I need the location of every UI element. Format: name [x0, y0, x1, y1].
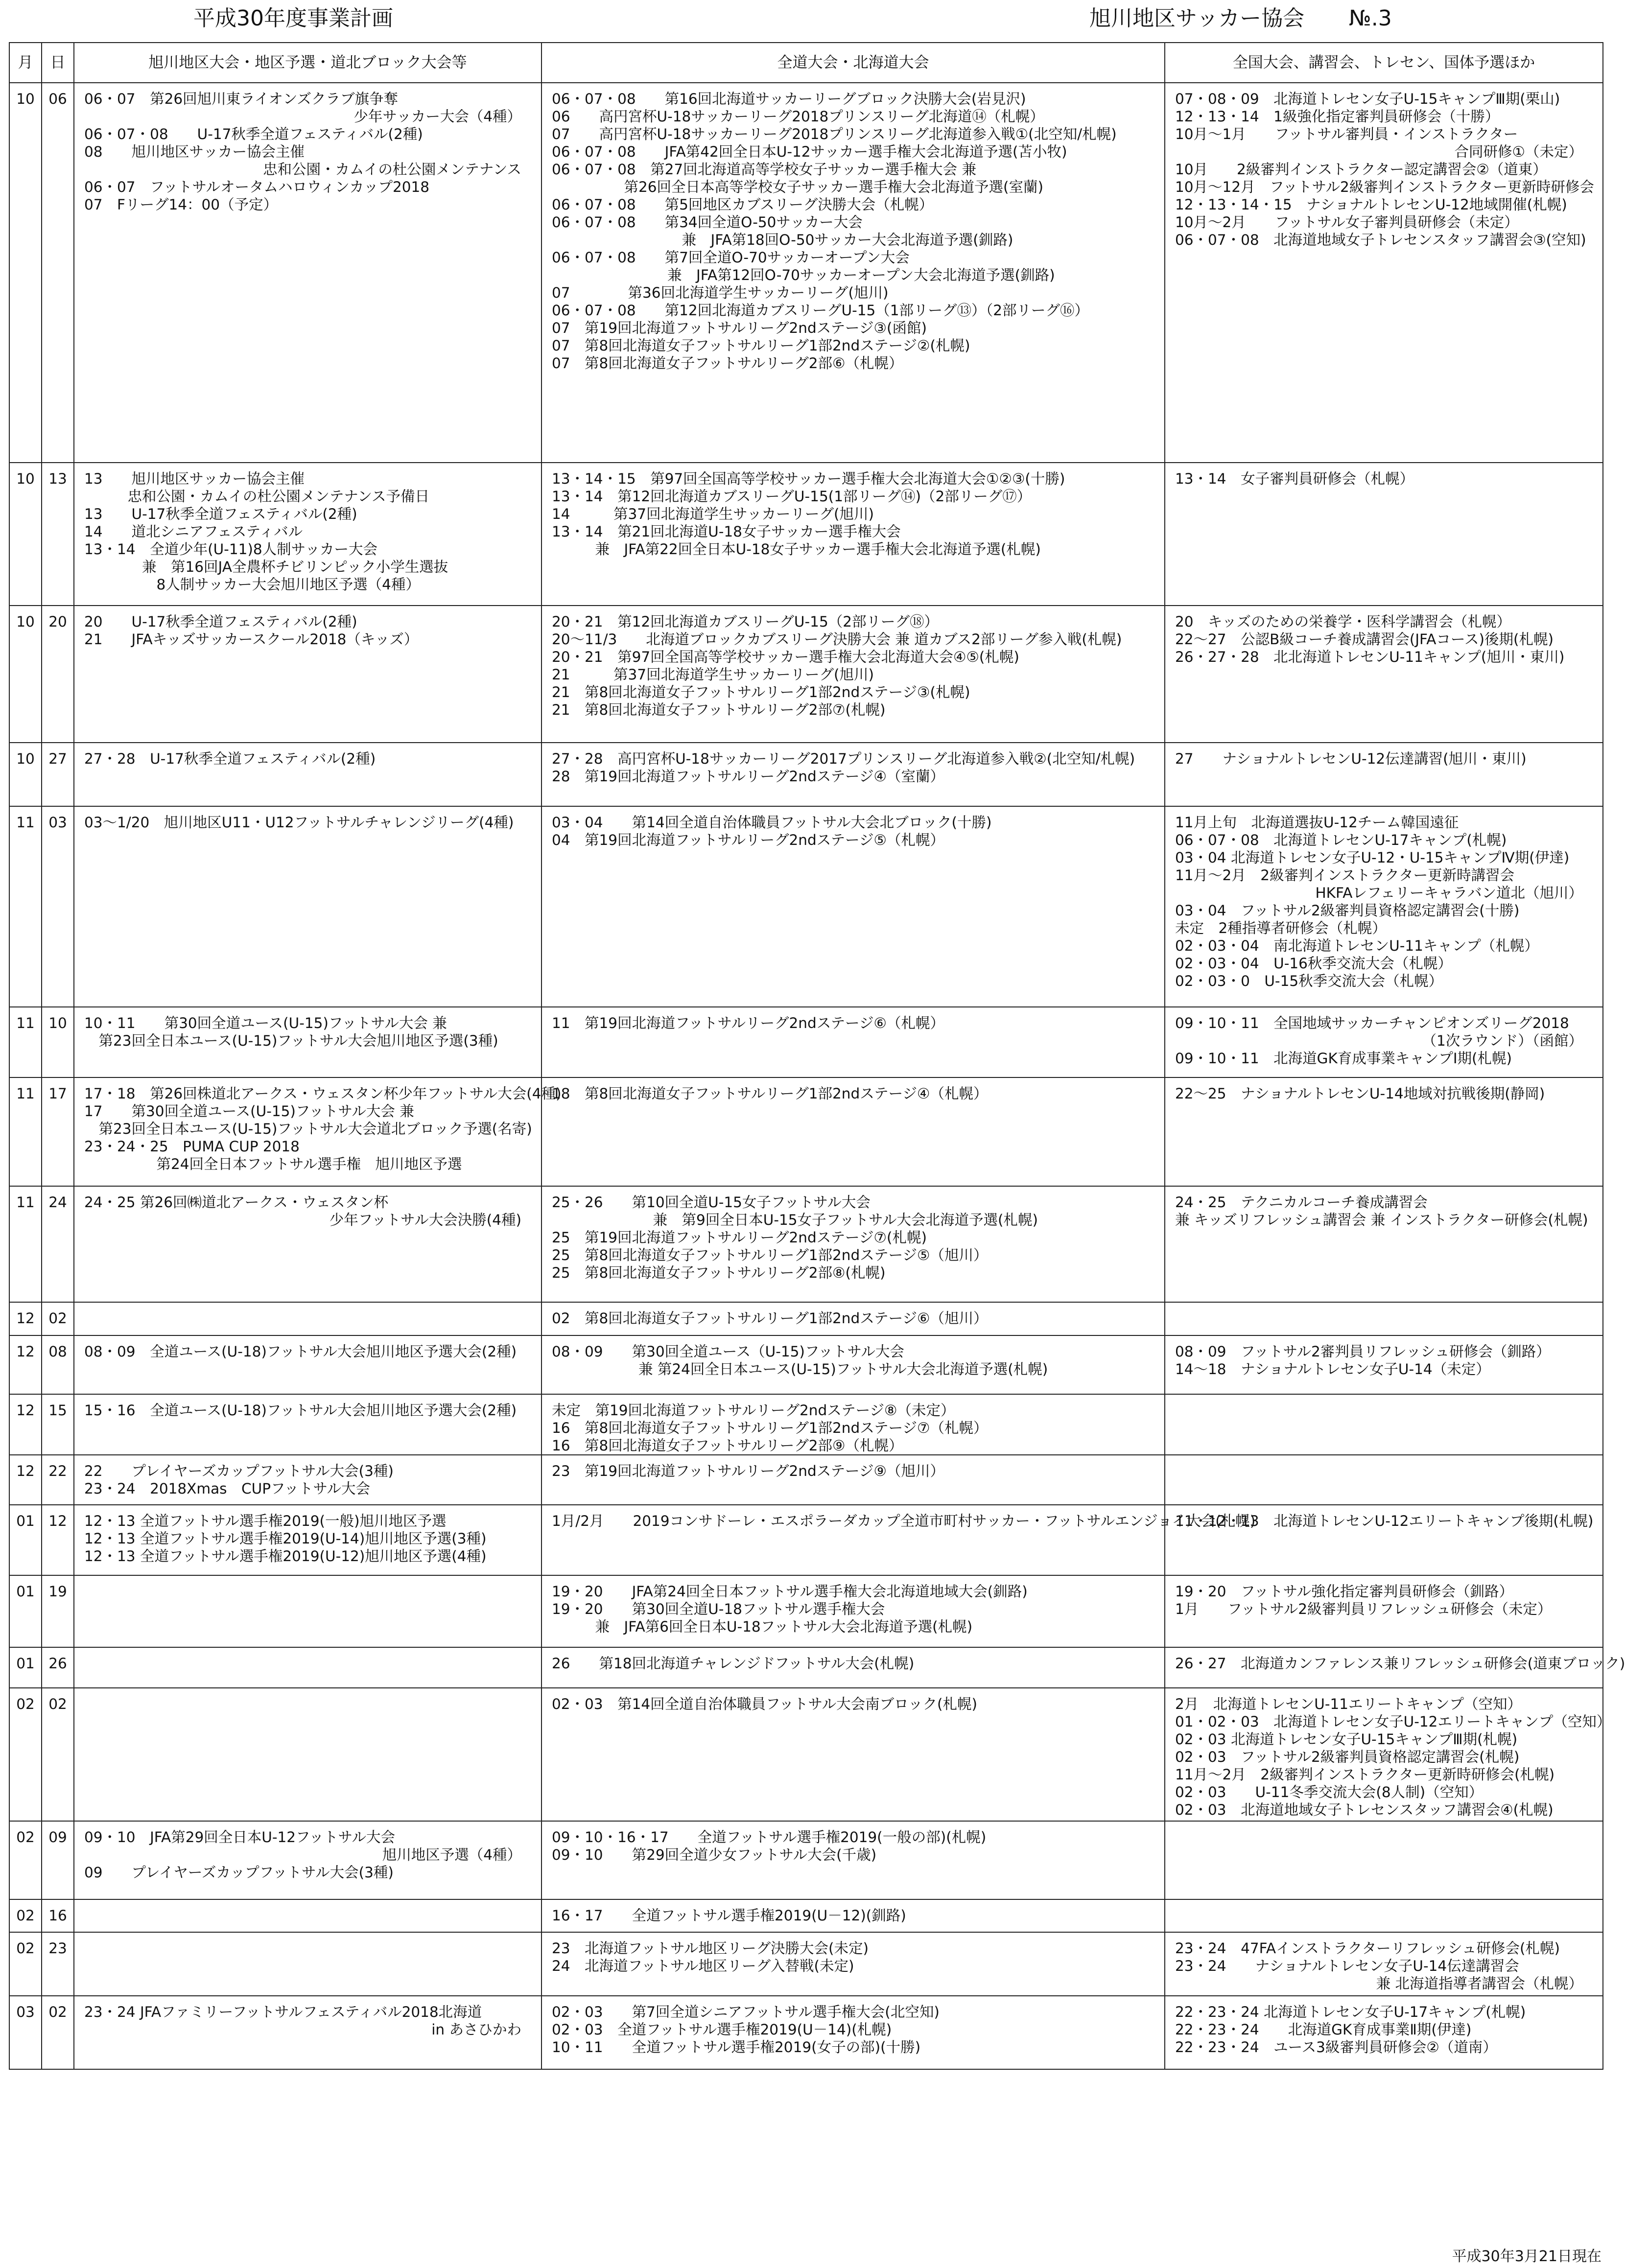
event-line: 19・20 JFA第24回全日本フットサル選手権大会北海道地域大会(釧路): [552, 1583, 1028, 1600]
event-line: 06 高円宮杯U-18サッカーリーグ2018プリンスリーグ北海道⑭（札幌）: [552, 108, 1044, 125]
event-line: 06・07・08 第7回全道O-70サッカーオープン大会: [552, 249, 910, 266]
event-line: 06・07・08 第12回北海道カブスリーグU-15（1部リーグ⑬）（2部リーグ⑯）: [552, 302, 1089, 319]
event-line: 22・23・24 北海道GK育成事業Ⅱ期(伊達): [1175, 2021, 1472, 2038]
event-line: 26・27・28 北北海道トレセンU-11キャンプ(旭川・東川): [1175, 649, 1565, 665]
hokkaido-events-cell: [542, 806, 1165, 1007]
event-line: 03・04 北海道トレセン女子U-12・U-15キャンプⅣ期(伊達): [1175, 849, 1570, 866]
day-cell: 17: [42, 1077, 74, 1186]
event-line: 07・08・09 北海道トレセン女子U-15キャンプⅢ期(栗山): [1175, 91, 1560, 107]
event-line: 22～27 公認B級コーチ養成講習会(JFAコース)後期(札幌): [1175, 631, 1554, 648]
month-cell: 11: [9, 1186, 42, 1302]
national-events-cell: [1165, 1996, 1603, 2069]
local-events-cell: [74, 1688, 542, 1821]
event-line: 11・12・13 北海道トレセンU-12エリートキャンプ後期(札幌): [1175, 1513, 1594, 1529]
month-cell: 02: [9, 1821, 42, 1899]
day-cell: 13: [42, 463, 74, 606]
day-cell: 03: [42, 806, 74, 1007]
month-cell: 11: [9, 1007, 42, 1077]
event-line: 10・11 第30回全道ユース(U-15)フットサル大会 兼: [84, 1015, 447, 1031]
event-line: 07 第8回北海道女子フットサルリーグ1部2ndステージ②(札幌): [552, 337, 970, 354]
day-cell: 24: [42, 1186, 74, 1302]
national-events-cell: [1165, 1932, 1603, 1996]
event-line: 21 JFAキッズサッカースクール2018（キッズ）: [84, 631, 419, 648]
event-line: 26 第18回北海道チャレンジドフットサル大会(札幌): [552, 1655, 915, 1672]
month-cell: 12: [9, 1455, 42, 1505]
hokkaido-events-cell: [542, 1688, 1165, 1821]
national-events-cell: [1165, 1455, 1603, 1505]
local-events-cell: [74, 1647, 542, 1688]
month-cell: 11: [9, 806, 42, 1007]
hokkaido-events-cell: [542, 463, 1165, 606]
table-row: [9, 806, 1603, 1007]
event-line: 少年サッカー大会（4種）: [353, 108, 521, 125]
national-events-cell: [1165, 83, 1603, 463]
event-line: 02・03・0 U-15秋季交流大会（札幌）: [1175, 973, 1443, 989]
hokkaido-events-cell: [542, 1077, 1165, 1186]
event-line: 13・14 全道少年(U-11)8人制サッカー大会: [84, 541, 378, 558]
event-line: 16 第8回北海道女子フットサルリーグ2部⑨（札幌）: [552, 1437, 903, 1454]
event-line: 22～25 ナショナルトレセンU-14地域対抗戦後期(静岡): [1175, 1085, 1545, 1102]
local-events-cell: [74, 1821, 542, 1899]
header-local-events: 旭川地区大会・地区予選・道北ブロック大会等: [74, 43, 542, 83]
event-line: 07 第19回北海道フットサルリーグ2ndステージ③(函館): [552, 320, 927, 336]
table-row: [9, 606, 1603, 743]
table-row: [9, 463, 1603, 606]
event-line: 兼 第9回全日本U-15女子フットサル大会北海道予選(札幌): [552, 1212, 1038, 1228]
day-cell: 23: [42, 1932, 74, 1996]
day-cell: 27: [42, 743, 74, 806]
month-cell: 12: [9, 1394, 42, 1455]
national-events-cell: [1165, 1394, 1603, 1455]
day-cell: 22: [42, 1455, 74, 1505]
event-line: 02・03 U-11冬季交流大会(8人制)（空知）: [1175, 1784, 1484, 1800]
day-cell: 20: [42, 606, 74, 743]
local-events-cell: [74, 1335, 542, 1394]
event-line: 13・14・15 第97回全国高等学校サッカー選手権大会北海道大会①②③(十勝): [552, 470, 1065, 487]
event-line: 兼 JFA第22回全日本U-18女子サッカー選手権大会北海道予選(札幌): [552, 541, 1041, 558]
national-events-cell: [1165, 806, 1603, 1007]
event-line: 25 第8回北海道女子フットサルリーグ2部⑧(札幌): [552, 1264, 886, 1281]
event-line: 13 旭川地区サッカー協会主催: [84, 470, 305, 487]
event-line: 8人制サッカー大会旭川地区予選（4種）: [84, 576, 420, 593]
local-events-cell: [74, 743, 542, 806]
hokkaido-events-cell: [542, 1186, 1165, 1302]
event-line: 02・03 第14回全道自治体職員フットサル大会南ブロック(札幌): [552, 1696, 978, 1712]
local-events-cell: [74, 1302, 542, 1335]
event-line: 19・20 第30回全道U-18フットサル選手権大会: [552, 1601, 885, 1617]
event-line: 27 ナショナルトレセンU-12伝達講習(旭川・東川): [1175, 750, 1527, 767]
local-events-cell: [74, 1186, 542, 1302]
event-line: 08・09 フットサル2審判員リフレッシュ研修会（釧路）: [1175, 1343, 1551, 1360]
event-line: 08・09 全道ユース(U-18)フットサル大会旭川地区予選大会(2種): [84, 1343, 517, 1360]
event-line: 03～1/20 旭川地区U11・U12フットサルチャレンジリーグ(4種): [84, 814, 514, 831]
national-events-cell: [1165, 1077, 1603, 1186]
hokkaido-events-cell: [542, 1821, 1165, 1899]
event-line: 09 プレイヤーズカップフットサル大会(3種): [84, 1864, 394, 1881]
page-number: №.3: [1349, 6, 1392, 31]
table-header-row: [9, 43, 1603, 83]
event-line: 10月～12月 フットサル2級審判インストラクター更新時研修会: [1175, 179, 1594, 195]
hokkaido-events-cell: [542, 1335, 1165, 1394]
local-events-cell: [74, 83, 542, 463]
event-line: 12・13・14 1級強化指定審判員研修会（十勝）: [1175, 108, 1500, 125]
event-line: 14 第37回北海道学生サッカーリーグ(旭川): [552, 506, 874, 522]
month-cell: 01: [9, 1505, 42, 1575]
event-line: 20～11/3 北海道ブロックカブスリーグ決勝大会 兼 道カブス2部リーグ参入戦(札幌): [552, 631, 1122, 648]
event-line: 13・14 第21回北海道U-18女子サッカー選手権大会: [552, 523, 901, 540]
event-line: 第24回全日本フットサル選手権 旭川地区予選: [84, 1156, 462, 1172]
event-line: 14 道北シニアフェスティバル: [84, 523, 303, 540]
table-row: [9, 1455, 1603, 1505]
table-row: [9, 1186, 1603, 1302]
event-line: 23・24 ナショナルトレセン女子U-14伝達講習会: [1175, 1958, 1519, 1974]
table-row: [9, 1505, 1603, 1575]
event-line: 07 高円宮杯U-18サッカーリーグ2018プリンスリーグ北海道参入戦①(北空知/札幌): [552, 126, 1117, 142]
event-line: 兼 JFA第18回O-50サッカー大会北海道予選(釧路): [552, 232, 1013, 248]
event-line: 20 U-17秋季全道フェスティバル(2種): [84, 613, 357, 630]
event-line: 07 Fリーグ14：00（予定）: [84, 196, 278, 213]
hokkaido-events-cell: [542, 1932, 1165, 1996]
event-line: 10月 2級審判インストラクター認定講習会②（道東）: [1175, 161, 1547, 178]
month-cell: 01: [9, 1575, 42, 1647]
day-cell: 02: [42, 1996, 74, 2069]
event-line: 06・07・08 U-17秋季全道フェスティバル(2種): [84, 126, 423, 142]
month-cell: 10: [9, 743, 42, 806]
day-cell: 15: [42, 1394, 74, 1455]
event-line: 27・28 U-17秋季全道フェスティバル(2種): [84, 750, 376, 767]
national-events-cell: [1165, 1688, 1611, 1821]
table-row: [9, 1899, 1603, 1932]
event-line: 25・26 第10回全道U-15女子フットサル大会: [552, 1194, 871, 1211]
month-cell: 02: [9, 1688, 42, 1821]
event-line: in あさひかわ: [431, 2021, 521, 2038]
event-line: 兼 第16回JA全農杯チビリンピック小学生選抜: [84, 559, 448, 575]
event-line: 21 第8回北海道女子フットサルリーグ2部⑦(札幌): [552, 701, 886, 718]
event-line: 2月 北海道トレセンU-11エリートキャンプ（空知）: [1175, 1696, 1522, 1712]
event-line: 28 第19回北海道フットサルリーグ2ndステージ④（室蘭）: [552, 768, 944, 785]
event-line: 04 第19回北海道フットサルリーグ2ndステージ⑤（札幌）: [552, 832, 944, 848]
event-line: 21 第37回北海道学生サッカーリーグ(旭川): [552, 666, 874, 683]
local-events-cell: [74, 1932, 542, 1996]
event-line: 兼 第24回全日本ユース(U-15)フットサル大会北海道予選(札幌): [552, 1361, 1048, 1378]
event-line: 02 第8回北海道女子フットサルリーグ1部2ndステージ⑥（旭川）: [552, 1310, 988, 1327]
event-line: 03・04 第14回全道自治体職員フットサル大会北ブロック(十勝): [552, 814, 992, 831]
hokkaido-events-cell: [542, 1899, 1165, 1932]
event-line: 18 第8回北海道女子フットサルリーグ1部2ndステージ④（札幌）: [552, 1085, 988, 1102]
event-line: 27・28 高円宮杯U-18サッカーリーグ2017プリンスリーグ北海道参入戦②(北空知/札幌): [552, 750, 1135, 767]
event-line: 25 第19回北海道フットサルリーグ2ndステージ⑦(札幌): [552, 1229, 927, 1246]
national-events-cell: [1165, 1007, 1603, 1077]
event-line: 13・14 女子審判員研修会（札幌）: [1175, 470, 1414, 487]
header-hokkaido-events: 全道大会・北海道大会: [542, 43, 1165, 83]
day-cell: 06: [42, 83, 74, 463]
event-line: 23・24 2018Xmas CUPフットサル大会: [84, 1480, 370, 1497]
event-line: 22・23・24 北海道トレセン女子U-17キャンプ(札幌): [1175, 2004, 1526, 2020]
event-line: 06・07・08 JFA第42回全日本U-12サッカー選手権大会北海道予選(苫小牧): [552, 143, 1067, 160]
table-row: [9, 1575, 1603, 1647]
event-line: 15・16 全道ユース(U-18)フットサル大会旭川地区予選大会(2種): [84, 1402, 517, 1419]
local-events-cell: [74, 1996, 542, 2069]
month-cell: 10: [9, 463, 42, 606]
hokkaido-events-cell: [542, 1007, 1165, 1077]
event-line: 11月～2月 2級審判インストラクター更新時研修会(札幌): [1175, 1766, 1555, 1783]
event-line: 13 U-17秋季全道フェスティバル(2種): [84, 506, 357, 522]
as-of-date: 平成30年3月21日現在: [1452, 2248, 1601, 2265]
event-line: 06・07 第26回旭川東ライオンズクラブ旗争奪: [84, 91, 398, 107]
event-line: 第23回全日本ユース(U-15)フットサル大会旭川地区予選(3種): [84, 1032, 498, 1049]
event-line: 06・07・08 第34回全道O-50サッカー大会: [552, 214, 863, 231]
event-line: 24・25 テクニカルコーチ養成講習会: [1175, 1194, 1428, 1211]
event-line: 16・17 全道フットサル選手権2019(U－12)(釧路): [552, 1907, 906, 1924]
event-line: 23・24 JFAファミリーフットサルフェスティバル2018北海道: [84, 2004, 482, 2020]
event-line: 13・14 第12回北海道カブスリーグU-15(1部リーグ⑭)（2部リーグ⑰）: [552, 488, 1032, 505]
event-line: 17 第30回全道ユース(U-15)フットサル大会 兼: [84, 1103, 414, 1120]
schedule-table: [9, 42, 1625, 2070]
table-row: [9, 1077, 1603, 1186]
day-cell: 16: [42, 1899, 74, 1932]
event-line: 14～18 ナショナルトレセン女子U-14（未定）: [1175, 1361, 1490, 1378]
table-row: [9, 1932, 1603, 1996]
table-row: [9, 1821, 1603, 1899]
hokkaido-events-cell: [542, 1455, 1165, 1505]
event-line: 少年フットサル大会決勝(4種): [329, 1212, 521, 1228]
event-line: 16 第8回北海道女子フットサルリーグ1部2ndステージ⑦（札幌）: [552, 1420, 988, 1436]
table-row: [9, 1688, 1603, 1821]
table-row: [9, 1394, 1603, 1455]
event-line: 06・07・08 第16回北海道サッカーリーグブロック決勝大会(岩見沢): [552, 91, 1026, 107]
day-cell: 09: [42, 1821, 74, 1899]
event-line: 未定 2種指導者研修会（札幌）: [1175, 920, 1387, 936]
event-line: 08 旭川地区サッカー協会主催: [84, 143, 305, 160]
event-line: 20 キッズのための栄養学・医科学講習会（札幌）: [1175, 613, 1511, 630]
event-line: 11月～2月 2級審判インストラクター更新時講習会: [1175, 867, 1515, 884]
day-cell: 19: [42, 1575, 74, 1647]
event-line: 09・10 JFA第29回全日本U-12フットサル大会: [84, 1829, 395, 1846]
event-line: 1月 フットサル2級審判員リフレッシュ研修会（未定）: [1175, 1601, 1552, 1617]
national-events-cell: [1165, 1821, 1603, 1899]
national-events-cell: [1165, 1647, 1625, 1688]
event-line: 02・03 フットサル2級審判員資格認定講習会(札幌): [1175, 1749, 1520, 1765]
event-line: 23・24 47FAインストラクターリフレッシュ研修会(札幌): [1175, 1940, 1560, 1957]
month-cell: 10: [9, 83, 42, 463]
event-line: 20・21 第12回北海道カブスリーグU-15（2部リーグ⑱）: [552, 613, 939, 630]
event-line: 06・07・08 北海道トレセンU-17キャンプ(札幌): [1175, 832, 1507, 848]
month-cell: 12: [9, 1335, 42, 1394]
local-events-cell: [74, 806, 542, 1007]
event-line: 忠和公園・カムイの杜公園メンテナンス予備日: [84, 488, 430, 505]
event-line: 未定 第19回北海道フットサルリーグ2ndステージ⑧（未定）: [552, 1402, 955, 1419]
national-events-cell: [1165, 1335, 1603, 1394]
table-row: [9, 1335, 1603, 1394]
event-line: 22 プレイヤーズカップフットサル大会(3種): [84, 1463, 394, 1479]
event-line: 17・18 第26回株道北アークス・ウェスタン杯少年フットサル大会(4種): [84, 1085, 562, 1102]
local-events-cell: [74, 606, 542, 743]
event-line: （1次ラウンド）（函館）: [1422, 1032, 1583, 1049]
national-events-cell: [1165, 463, 1603, 606]
month-cell: 01: [9, 1647, 42, 1688]
local-events-cell: [74, 1455, 542, 1505]
event-line: 24 北海道フットサル地区リーグ入替戦(未定): [552, 1958, 854, 1974]
local-events-cell: [74, 1505, 542, 1575]
month-cell: 02: [9, 1932, 42, 1996]
header-month: 月: [9, 43, 42, 83]
local-events-cell: [74, 1077, 562, 1186]
event-line: 第26回全日本高等学校女子サッカー選手権大会北海道予選(室蘭): [552, 179, 1043, 195]
event-line: 02・03・04 南北海道トレセンU-11キャンプ（札幌）: [1175, 937, 1539, 954]
hokkaido-events-cell: [542, 83, 1165, 463]
event-line: 01・02・03 北海道トレセン女子U-12エリートキャンプ（空知）: [1175, 1713, 1611, 1730]
event-line: 12・13 全道フットサル選手権2019(U-12)旭川地区予選(4種): [84, 1548, 487, 1565]
event-line: 06・07・08 北海道地域女子トレセンスタッフ講習会③(空知): [1175, 232, 1586, 248]
event-line: 21 第8回北海道女子フットサルリーグ1部2ndステージ③(札幌): [552, 684, 970, 701]
table-row: [9, 1007, 1603, 1077]
table-row: [9, 1302, 1603, 1335]
hokkaido-events-cell: [542, 1505, 1256, 1575]
month-cell: 10: [9, 606, 42, 743]
event-line: 07 第8回北海道女子フットサルリーグ2部⑥（札幌）: [552, 355, 903, 372]
event-line: 02・03 北海道トレセン女子U-15キャンプⅢ期(札幌): [1175, 1731, 1518, 1748]
event-line: 19・20 フットサル強化指定審判員研修会（釧路）: [1175, 1583, 1514, 1600]
organization-name: 旭川地区サッカー協会: [1089, 6, 1305, 31]
local-events-cell: [74, 1575, 542, 1647]
event-line: 06・07・08 第27回北海道高等学校女子サッカー選手権大会 兼: [552, 161, 976, 178]
event-line: 20・21 第97回全国高等学校サッカー選手権大会北海道大会④⑤(札幌): [552, 649, 1019, 665]
event-line: 25 第8回北海道女子フットサルリーグ1部2ndステージ⑤（旭川）: [552, 1247, 988, 1263]
event-line: 23・24・25 PUMA CUP 2018: [84, 1138, 300, 1155]
month-cell: 11: [9, 1077, 42, 1186]
national-events-cell: [1165, 1186, 1603, 1302]
local-events-cell: [74, 1899, 542, 1932]
month-cell: 02: [9, 1899, 42, 1932]
local-events-cell: [74, 463, 542, 606]
local-events-cell: [74, 1394, 542, 1455]
hokkaido-events-cell: [542, 606, 1165, 743]
day-cell: 02: [42, 1688, 74, 1821]
event-line: 合同研修①（未定）: [1454, 143, 1583, 160]
national-events-cell: [1165, 1899, 1603, 1932]
event-line: 旭川地区予選（4種）: [382, 1847, 521, 1863]
hokkaido-events-cell: [542, 1996, 1165, 2069]
event-line: 06・07 フットサルオータムハロウィンカップ2018: [84, 179, 430, 195]
event-line: 12・13 全道フットサル選手権2019(一般)旭川地区予選: [84, 1513, 447, 1529]
event-line: 第23回全日本ユース(U-15)フットサル大会道北ブロック予選(名寄): [84, 1121, 532, 1137]
event-line: 10・11 全道フットサル選手権2019(女子の部)(十勝): [552, 2039, 921, 2056]
table-row: [9, 1996, 1603, 2069]
event-line: 02・03 北海道地域女子トレセンスタッフ講習会④(札幌): [1175, 1801, 1554, 1818]
table-row: [9, 743, 1603, 806]
day-cell: 02: [42, 1302, 74, 1335]
event-line: 07 第36回北海道学生サッカーリーグ(旭川): [552, 284, 889, 301]
month-cell: 03: [9, 1996, 42, 2069]
national-events-cell: [1165, 606, 1603, 743]
event-line: 23 第19回北海道フットサルリーグ2ndステージ⑨（旭川）: [552, 1463, 944, 1479]
national-events-cell: [1165, 1575, 1603, 1647]
event-line: 11月上旬 北海道選抜U-12チーム韓国遠征: [1175, 814, 1459, 831]
hokkaido-events-cell: [542, 1575, 1165, 1647]
national-events-cell: [1165, 743, 1603, 806]
event-line: 兼 JFA第6回全日本U-18フットサル大会北海道予選(札幌): [552, 1618, 973, 1635]
day-cell: 10: [42, 1007, 74, 1077]
header-day: 日: [42, 43, 74, 83]
event-line: 24・25 第26回㈱道北アークス・ウェスタン杯: [84, 1194, 389, 1211]
hokkaido-events-cell: [542, 743, 1165, 806]
hokkaido-events-cell: [542, 1302, 1165, 1335]
event-line: 02・03 第7回全道シニアフットサル選手権大会(北空知): [552, 2004, 940, 2020]
event-line: 02・03・04 U-16秋季交流大会（札幌）: [1175, 955, 1452, 972]
event-line: 12・13・14・15 ナショナルトレセンU-12地域開催(札幌): [1175, 196, 1567, 213]
day-cell: 26: [42, 1647, 74, 1688]
event-line: 03・04 フットサル2級審判員資格認定講習会(十勝): [1175, 902, 1520, 919]
day-cell: 08: [42, 1335, 74, 1394]
event-line: 09・10・11 全国地域サッカーチャンピオンズリーグ2018: [1175, 1015, 1569, 1031]
event-line: 10月～1月 フットサル審判員・インストラクター: [1175, 126, 1518, 142]
event-line: 11 第19回北海道フットサルリーグ2ndステージ⑥（札幌）: [552, 1015, 944, 1031]
hokkaido-events-cell: [542, 1394, 1165, 1455]
event-line: 兼 北海道指導者講習会（札幌）: [1376, 1975, 1583, 1992]
event-line: 09・10 第29回全道少女フットサル大会(千歳): [552, 1847, 877, 1863]
event-line: 08・09 第30回全道ユース（U-15)フットサル大会: [552, 1343, 904, 1360]
event-line: 22・23・24 ユース3級審判員研修会②（道南）: [1175, 2039, 1497, 2056]
event-line: 26・27 北海道カンファレンス兼リフレッシュ研修会(道東ブロック): [1175, 1655, 1625, 1672]
header-national-events: 全国大会、講習会、トレセン、国体予選ほか: [1165, 43, 1603, 83]
national-events-cell: [1165, 1302, 1603, 1335]
event-line: 兼 JFA第12回O-70サッカーオープン大会北海道予選(釧路): [552, 267, 1055, 283]
event-line: 兼 キッズリフレッシュ講習会 兼 インストラクター研修会(札幌): [1175, 1212, 1588, 1228]
event-line: 12・13 全道フットサル選手権2019(U-14)旭川地区予選(3種): [84, 1530, 487, 1547]
event-line: 23 北海道フットサル地区リーグ決勝大会(未定): [552, 1940, 869, 1957]
table-row: [9, 1647, 1603, 1688]
page-title: 平成30年度事業計画: [193, 6, 393, 31]
table-row: [9, 83, 1603, 463]
national-events-cell: [1165, 1505, 1603, 1575]
event-line: 10月～2月 フットサル女子審判員研修会（未定）: [1175, 214, 1519, 231]
event-line: 09・10・16・17 全道フットサル選手権2019(一般の部)(札幌): [552, 1829, 987, 1846]
event-line: 忠和公園・カムイの杜公園メンテナンス: [262, 161, 521, 178]
day-cell: 12: [42, 1505, 74, 1575]
event-line: 06・07・08 第5回地区カブスリーグ決勝大会（札幌）: [552, 196, 934, 213]
hokkaido-events-cell: [542, 1647, 1165, 1688]
event-line: HKFAレフェリーキャラバン道北（旭川）: [1315, 885, 1583, 901]
event-line: 02・03 全道フットサル選手権2019(U－14)(札幌): [552, 2021, 892, 2038]
local-events-cell: [74, 1007, 542, 1077]
month-cell: 12: [9, 1302, 42, 1335]
event-line: 09・10・11 北海道GK育成事業キャンプⅠ期(札幌): [1175, 1050, 1512, 1067]
event-line: 1月/2月 2019コンサドーレ・エスポラーダカップ全道市町村サッカー・フットサルエンジョイ大会(札幌): [552, 1513, 1256, 1529]
